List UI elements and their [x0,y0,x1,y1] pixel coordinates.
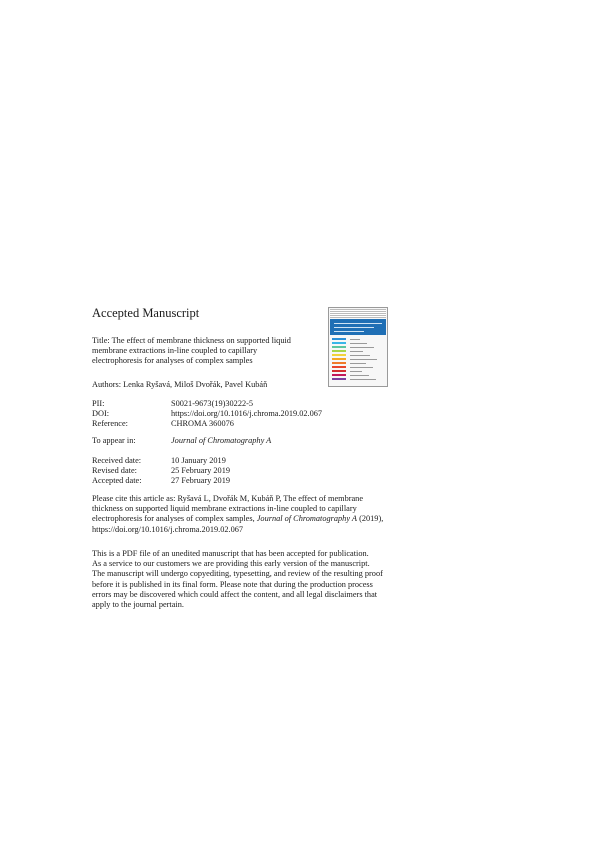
date-label: Revised date: [92,466,137,476]
cover-color-stripe [332,358,346,360]
citation-line: thickness on supported liquid membrane extractions in-line coupled to capillary [92,504,357,514]
cover-text-line [350,379,376,380]
cover-color-stripe [332,350,346,352]
cover-band-line [334,323,382,324]
journal-name: Journal of Chromatography A [171,436,272,445]
citation-journal: Journal of Chromatography A [256,514,358,524]
cover-text-line [350,363,366,364]
citation-line: Please cite this article as: Ryšavá L, Dvořák M, Kubáň P, The effect of membrane [92,494,364,503]
date-value: 27 February 2019 [171,476,230,486]
cover-color-stripe [332,362,346,364]
cover-color-stripe [332,338,346,340]
journal-cover-icon [328,307,388,387]
article-title-line: Title: The effect of membrane thickness on supported liquid [92,336,291,345]
article-title-line: membrane extractions in-line coupled to capillary [92,346,258,356]
article-title-line: electrophoresis for analyses of complex samples [92,356,253,366]
cover-header-lines [330,309,386,318]
date-value: 10 January 2019 [171,456,226,465]
citation-text: electrophoresis for analyses of complex samples, [92,514,257,524]
notice-line: This is a PDF file of an unedited manuscript that has been accepted for publication. [92,549,369,558]
cover-text-line [350,367,373,368]
article-authors: Authors: Lenka Ryšavá, Miloš Dvořák, Pavel Kubáň [92,380,268,389]
date-label: Received date: [92,456,142,465]
cover-band-line [334,331,364,332]
cover-color-stripe [332,354,346,356]
identifier-value: S0021-9673(19)30222-5 [171,399,254,408]
citation-paragraph [92,494,389,535]
citation-line [92,514,389,524]
notice-line: As a service to our customers we are providing this early version of the manuscript. [92,559,370,569]
cover-title-band [330,319,386,335]
unedited-notice-paragraph [92,549,389,610]
identifier-value: CHROMA 360076 [171,419,234,429]
citation-doi-link[interactable]: https://doi.org/10.1016/j.chroma.2019.02.067 [92,524,244,534]
cover-color-stripe [332,366,346,368]
citation-text: (2019), [357,514,384,524]
notice-line: errors may be discovered which could affect the content, and all legal disclaimers that [92,589,378,599]
cover-text-line [350,375,369,376]
cover-text-line [350,359,377,360]
cover-text-line [350,355,370,356]
identifier-label: Reference: [92,419,128,429]
cover-text-line [350,347,374,348]
appear-label: To appear in: [92,436,136,445]
cover-contents [332,338,384,385]
cover-color-stripe [332,370,346,372]
page-title: Accepted Manuscript [92,306,200,320]
cover-color-stripe [332,374,346,376]
date-value: 25 February 2019 [171,466,230,476]
date-label: Accepted date: [92,476,142,486]
notice-line: apply to the journal pertain. [92,600,184,610]
doi-link[interactable]: https://doi.org/10.1016/j.chroma.2019.02.067 [171,409,323,419]
identifier-label: DOI: [92,409,110,419]
cover-text-line [350,339,360,340]
notice-line: before it is published in its final form. Please note that during the production process [92,579,373,589]
identifier-label: PII: [92,399,105,408]
cover-band-line [334,327,374,328]
cover-color-stripe [332,378,346,380]
cover-text-line [350,351,363,352]
notice-line: The manuscript will undergo copyediting, typesetting, and review of the resulting proof [92,569,383,579]
article-title [92,336,304,367]
cover-color-stripe [332,346,346,348]
cover-text-line [350,343,367,344]
cover-text-line [350,371,362,372]
cover-color-stripe [332,342,346,344]
